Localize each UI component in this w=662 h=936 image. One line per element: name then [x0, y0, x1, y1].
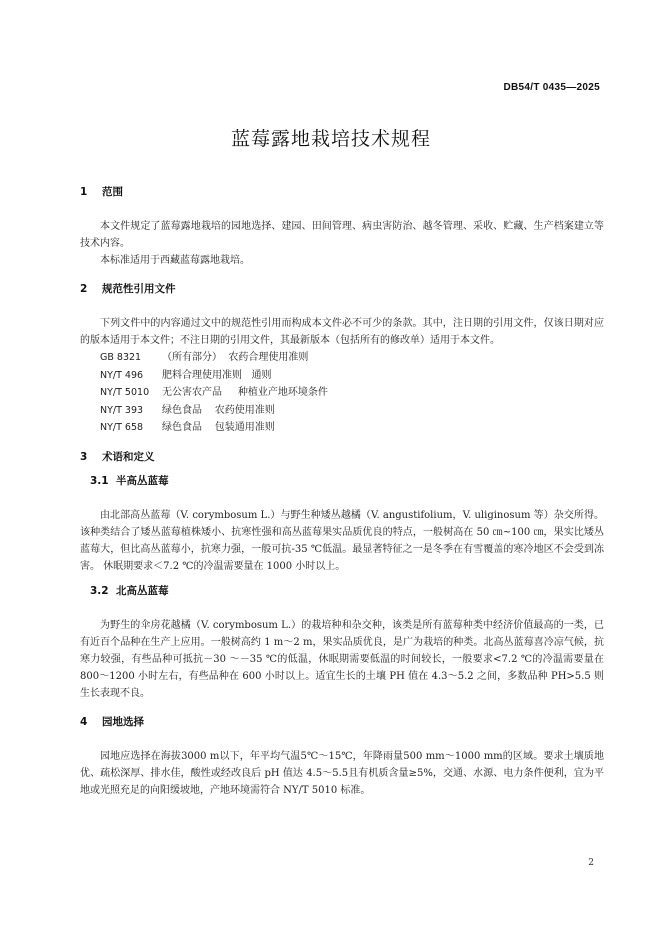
standard-code: DB54/T 0435—2025 — [503, 82, 600, 93]
reference-item — [100, 384, 604, 402]
page-number: 2 — [588, 858, 594, 868]
reference-code: NY/T 496 — [100, 369, 144, 381]
subsection-heading-half-high-blueberry — [90, 473, 604, 489]
term-definition-northern-highbush: 为野生的伞房花越橘（V. corymbosum L.）的栽培种和杂交种，该类是所有蓝莓种类中经济价值最高的一类，已有近百个品种在生产上应用。一般树高约 1 m～2 m，果实品质优良，是广为栽培的种类。北高丛蓝莓喜冷凉气候，抗寒力较强，有些品种可抵抗－30 ～－35 ℃的低温，休眠期需要低温的时间较长，一般要求<7.2 ℃的冷温需要量在 800～1200 小时左右，有些品种在 600 小时以上。适宜生长的土壤 PH 值在 4.3～5.2 之间，多数品种 PH>5.5 则生长表现不良。 — [80, 619, 604, 699]
subsection-heading-northern-highbush — [90, 583, 604, 599]
section-title: 规范性引用文件 — [102, 283, 176, 295]
reference-code: NY/T 5010 — [100, 387, 150, 398]
section-number: 1 — [80, 186, 88, 198]
reference-code: NY/T 658 — [100, 422, 144, 433]
section-heading-scope — [80, 184, 604, 200]
section-number: 4 — [80, 715, 88, 728]
reference-item — [100, 419, 604, 437]
scope-paragraph-1: 本文件规定了蓝莓露地栽培的园地选择、建园、田间管理、病虫害防治、越冬管理、采收、贮藏、生产档案建立等技术内容。 — [80, 221, 604, 249]
reference-text: 无公害农产品 种植业产地环境条件 — [162, 387, 328, 398]
document-body — [80, 184, 604, 799]
site-selection-paragraph: 园地应选择在海拔3000 m以下，年平均气温5℃～15℃，年降雨量500 mm～1000 mm的区域。要求土壤质地优、疏松深厚、排水佳，酸性或经改良后 pH 值达 4.5～5.5且有机质含量≥5%，交通、水源、电力条件便利，宜为平地或光照充足的向阳缓坡地，产地环境需符合 NY/T 5010 标准。 — [80, 750, 604, 796]
reference-item — [100, 402, 604, 420]
subsection-number: 3.2 — [90, 584, 109, 597]
reference-text: 绿色食品 农药使用准则 — [162, 404, 275, 416]
reference-text: （所有部分） 农药合理使用准则 — [162, 352, 309, 363]
document-title: 蓝莓露地栽培技术规程 — [230, 128, 431, 150]
section-title: 范围 — [102, 186, 123, 198]
reference-code: NY/T 393 — [100, 404, 144, 416]
reference-item — [100, 349, 604, 367]
section-heading-references — [80, 281, 604, 297]
subsection-title: 北高丛蓝莓 — [116, 584, 169, 597]
subsection-number: 3.1 — [90, 474, 109, 487]
subsection-title: 半高丛蓝莓 — [116, 474, 169, 487]
reference-text: 绿色食品 包装通用准则 — [162, 422, 275, 433]
section-number: 2 — [80, 283, 88, 295]
reference-item — [100, 367, 604, 385]
scope-paragraph-2: 本标准适用于西藏蓝莓露地栽培。 — [100, 255, 250, 266]
section-heading-terms — [80, 449, 604, 465]
reference-code: GB 8321 — [100, 352, 142, 363]
section-title: 术语和定义 — [102, 450, 155, 463]
term-definition-half-high: 由北部高丛蓝莓（V. corymbosum L.）与野生种矮丛越橘（V. angustifolium，V. uliginosum 等）杂交所得。该种类结合了矮丛蓝莓植株矮小、抗寒性强和高丛蓝莓果实品质优良的特点，一般树高在 50 ㎝~100 ㎝，果实比矮丛蓝莓大，但比高丛蓝莓小，抗寒力强，一般可抗-35 ℃低温。最显著特征之一是冬季在有雪覆盖的寒冷地区不会受到冻害。 休眠期要求＜7.2 ℃的冷温需要量在 1000 小时以上。 — [80, 509, 604, 572]
section-number: 3 — [80, 450, 88, 463]
references-intro: 下列文件中的内容通过文中的规范性引用而构成本文件必不可少的条款。其中，注日期的引用文件，仅该日期对应的版本适用于本文件；不注日期的引用文件，其最新版本（包括所有的修改单）适用于本文件。 — [80, 318, 604, 346]
reference-text: 肥料合理使用准则 通则 — [162, 369, 272, 381]
section-heading-site-selection — [80, 714, 604, 730]
section-title: 园地选择 — [102, 715, 144, 728]
